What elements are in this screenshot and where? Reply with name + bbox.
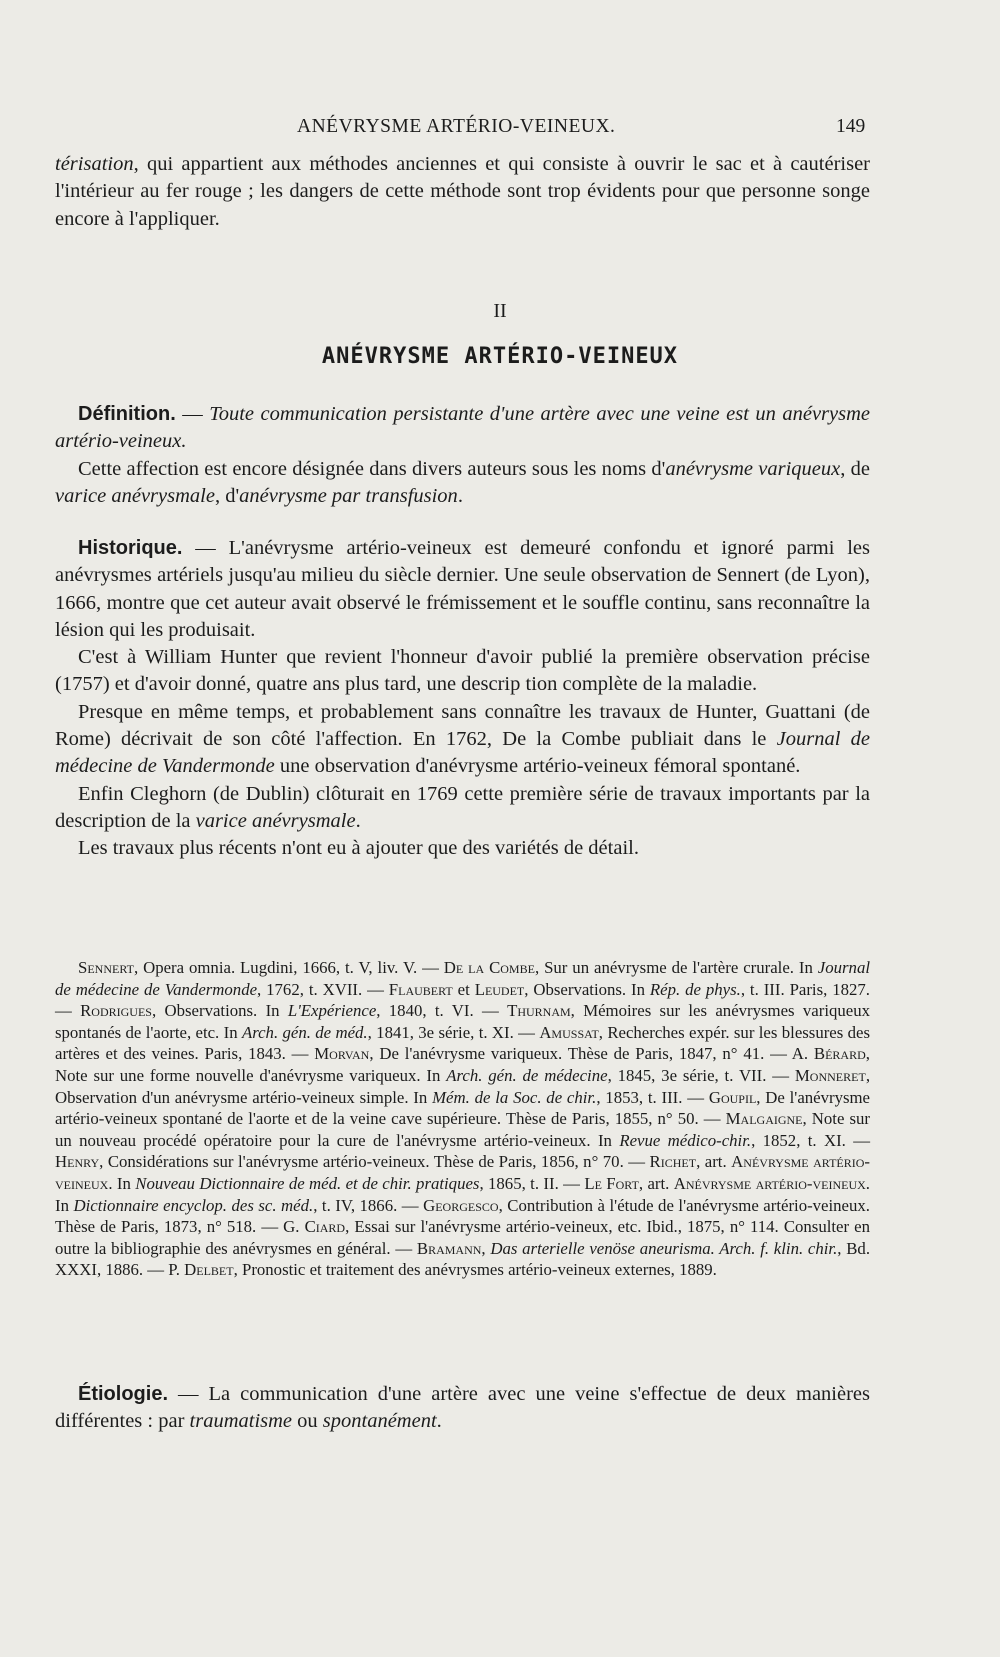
definition-paragraph	[55, 401, 870, 456]
citation-text: , art.	[696, 1152, 732, 1172]
citation-author: Bérard	[813, 1044, 866, 1064]
citation-text: , Sur un anévrysme de l'artère crurale. In	[534, 958, 818, 977]
intro-text: , qui appartient aux méthodes anciennes et qui consiste à ouvrir le sac et à cautériser l'intérieur au fer rouge ; les dangers de cette méthode sont trop évidents pour que personne songe encore à l'appliquer.	[55, 153, 870, 230]
citation-author: Monneret	[794, 1065, 866, 1085]
etiologie-dash: —	[168, 1383, 209, 1405]
historique-dash: —	[182, 537, 229, 559]
citation-author: Le Fort	[584, 1173, 639, 1193]
citation-author: Malgaigne	[725, 1109, 803, 1129]
citation-text: , 1852, t. XI. —	[751, 1130, 870, 1150]
running-head	[0, 116, 1000, 146]
citation-text: , Essai sur l'anévrysme artério-veineux, etc. Ibid., 1875, n° 114. Consulter en outre la bibliographie des anévrysmes en général. —	[55, 1217, 870, 1258]
journal-title: Journal de médecine de Vandermonde	[55, 728, 871, 778]
citation-text: , 1845, 3e série, t. VII. —	[607, 1065, 795, 1085]
historique-text-4b: .	[355, 809, 361, 832]
synonyms-text: , d'	[214, 484, 240, 507]
citation-author: Morvan	[314, 1044, 370, 1064]
citation-source: Revue médico-chir.	[619, 1130, 752, 1150]
citation-author: Sennert	[78, 958, 134, 977]
citation-source: Nouveau Dictionnaire de méd. et de chir. pratiques	[135, 1173, 480, 1193]
citation-text: , 1762, t. XVII. —	[257, 979, 389, 999]
varice-term: varice anévrysmale	[195, 809, 356, 832]
citation-source: Das arterielle venöse aneurisma. Arch. f. klin. chir.	[490, 1238, 838, 1258]
citation-text: , Contribution à l'étude de l'anévrysme artério-veineux. Thèse de Paris, 1873, n° 518. — G.	[55, 1195, 870, 1237]
citation-source: Arch. gén. de médecine	[446, 1065, 608, 1085]
bibliography-paragraph	[55, 957, 870, 1281]
historique-text-4a: Enfin Cleghorn (de Dublin) clôturait en 1769 cette première série de travaux importants par la description de la	[55, 782, 870, 832]
citation-text: , 1841, 3e série, t. XI. —	[367, 1022, 540, 1042]
traumatisme-term: traumatisme	[189, 1410, 293, 1433]
citation-text: , Mémoires sur les anévrysmes variqueux spontanés de l'aorte, etc. In	[55, 1001, 870, 1042]
citation-author: Henry	[55, 1152, 100, 1172]
citation-text: , Recherches expér. sur les blessures des artères et des veines. Paris, 1843. —	[55, 1022, 871, 1064]
citation-text: , Note sur un nouveau procédé opératoire pour la cure de l'anévrysme artério-veineux. In	[55, 1109, 870, 1150]
citation-text: , 1840, t. VI. —	[376, 1001, 508, 1021]
citation-author: Thurnam	[507, 1001, 571, 1021]
etiologie-paragraph	[55, 1381, 870, 1436]
etiologie-text: ou	[292, 1410, 323, 1433]
citation-author: Ciard	[304, 1217, 346, 1237]
citation-text: , 1865, t. II. —	[479, 1173, 585, 1193]
synonyms-text: , de	[840, 457, 870, 480]
citation-author: Goupil	[708, 1087, 757, 1107]
citation-text: et	[452, 979, 475, 999]
etiologie-text: .	[436, 1410, 442, 1433]
section-title: ANÉVRYSME ARTÉRIO-VEINEUX	[321, 344, 679, 369]
citation-author: Georgesco	[423, 1195, 499, 1215]
citation-source: L'Expérience	[287, 1001, 377, 1021]
historique-heading: Historique.	[78, 537, 183, 559]
intro-italic: térisation	[55, 153, 134, 175]
citation-text: , Pronostic et traitement des anévrysmes artério-veineux externes, 1889.	[233, 1260, 717, 1280]
etiologie-text: La communication d'une artère avec une veine s'effectue de deux manières différentes : par	[55, 1383, 871, 1433]
synonym-3: anévrysme par transfusion	[239, 484, 458, 507]
etiologie-section	[55, 1381, 870, 1436]
citation-text: . In	[108, 1173, 136, 1193]
citation-text: , Bd. XXXI, 1886. — P.	[55, 1238, 871, 1280]
citation-text: , Observation d'un anévrysme artério-veineux simple. In	[55, 1065, 871, 1107]
citation-author: Delbet	[184, 1260, 234, 1280]
definition-heading: Définition.	[78, 403, 176, 425]
citation-text: , De l'anévrysme artério-veineux spontané de l'aorte et de la veine cave supérieure. Thèse de Paris, 1855, n° 50. —	[55, 1087, 871, 1129]
citation-source: Journal de médecine de Vandermonde	[55, 958, 871, 999]
historique-section	[55, 535, 870, 863]
spontanement-term: spontanément	[322, 1410, 437, 1433]
synonym-1: anévrysme variqueux	[665, 457, 841, 480]
definition-text: Toute communication persistante d'une artère avec une veine est un anévrysme artério-veineux.	[55, 403, 871, 453]
citation-text: , art.	[638, 1173, 674, 1193]
page-number: 149	[836, 116, 866, 137]
citation-text: , Note sur une forme nouvelle d'anévrysme variqueux. In	[55, 1044, 870, 1085]
citation-text: , De l'anévrysme variqueux. Thèse de Paris, 1847, n° 41. — A.	[369, 1044, 814, 1064]
historique-paragraph-1	[55, 535, 870, 644]
citation-text: , t. IV, 1866. —	[313, 1195, 424, 1215]
historique-text-1: L'anévrysme artério-veineux est demeuré confondu et ignoré parmi les anévrysmes artériels jusqu'au milieu du siècle dernier. Une seule observation de Sennert (de Lyon), 1666, montre que cet auteur avait observé le frémissement et le souffle continu, sans reconnaître la lésion qui les produisait.	[55, 537, 871, 641]
citation-author: De la Combe	[443, 958, 535, 977]
citation-source: Dictionnaire encyclop. des sc. méd.	[73, 1195, 314, 1215]
citation-text: ,	[481, 1238, 491, 1258]
citation-source: Arch. gén. de méd.	[241, 1022, 368, 1042]
citation-text: , 1853, t. III. —	[596, 1087, 709, 1107]
historique-text-3a: Presque en même temps, et probablement sans connaître les travaux de Hunter, Guattani (de Rome) décrivait de son côté l'affection. En 1762, De la Combe publiait dans le	[55, 700, 870, 751]
citation-author: Flaubert	[388, 979, 453, 999]
citation-text: , Observations. In	[151, 1001, 288, 1021]
bibliography	[55, 957, 870, 1281]
etiologie-heading: Étiologie.	[78, 1383, 168, 1405]
historique-paragraph-4	[55, 781, 870, 836]
historique-paragraph-5: Les travaux plus récents n'ont eu à ajouter que des variétés de détail.	[78, 837, 639, 860]
section-number: II	[493, 300, 507, 322]
historique-paragraph-2: C'est à William Hunter que revient l'honneur d'avoir publié la première observation précise (1757) et d'avoir donné, quatre ans plus tard, une descrip tion complète de la maladie.	[55, 646, 870, 696]
citation-text: , Considérations sur l'anévrysme artério-veineux. Thèse de Paris, 1856, n° 70. —	[99, 1152, 650, 1172]
citation-author: Richet	[649, 1152, 697, 1172]
synonyms-paragraph	[55, 456, 870, 511]
citation-author: Anévrysme artério-veineux	[55, 1152, 870, 1193]
synonym-2: varice anévrysmale	[55, 484, 215, 507]
citation-author: Leudet	[474, 979, 525, 999]
definition-section	[55, 401, 870, 510]
intro-paragraph	[55, 151, 870, 233]
citation-text: , t. III. Paris, 1827. —	[55, 979, 870, 1021]
citation-text: . In	[55, 1173, 870, 1215]
citation-author: Amussat	[539, 1022, 599, 1042]
running-title: ANÉVRYSME ARTÉRIO-VEINEUX.	[297, 116, 616, 137]
citation-text: , Observations. In	[524, 979, 650, 999]
historique-text-3b: une observation d'anévrysme artério-veineux fémoral spontané.	[274, 755, 801, 778]
citation-source: Rép. de phys.	[649, 979, 741, 999]
citation-text: , Opera omnia. Lugdini, 1666, t. V, liv. V. —	[133, 958, 444, 977]
citation-author: Bramann	[416, 1238, 482, 1258]
synonyms-text: Cette affection est encore désignée dans divers auteurs sous les noms d'	[78, 457, 666, 480]
synonyms-text: .	[457, 484, 463, 507]
historique-paragraph-3	[55, 699, 870, 781]
definition-dash: —	[175, 403, 210, 425]
citation-author: Rodrigues	[80, 1001, 152, 1021]
citation-source: Mém. de la Soc. de chir.	[432, 1087, 597, 1107]
citation-author: Anévrysme artério-veineux	[673, 1173, 866, 1193]
